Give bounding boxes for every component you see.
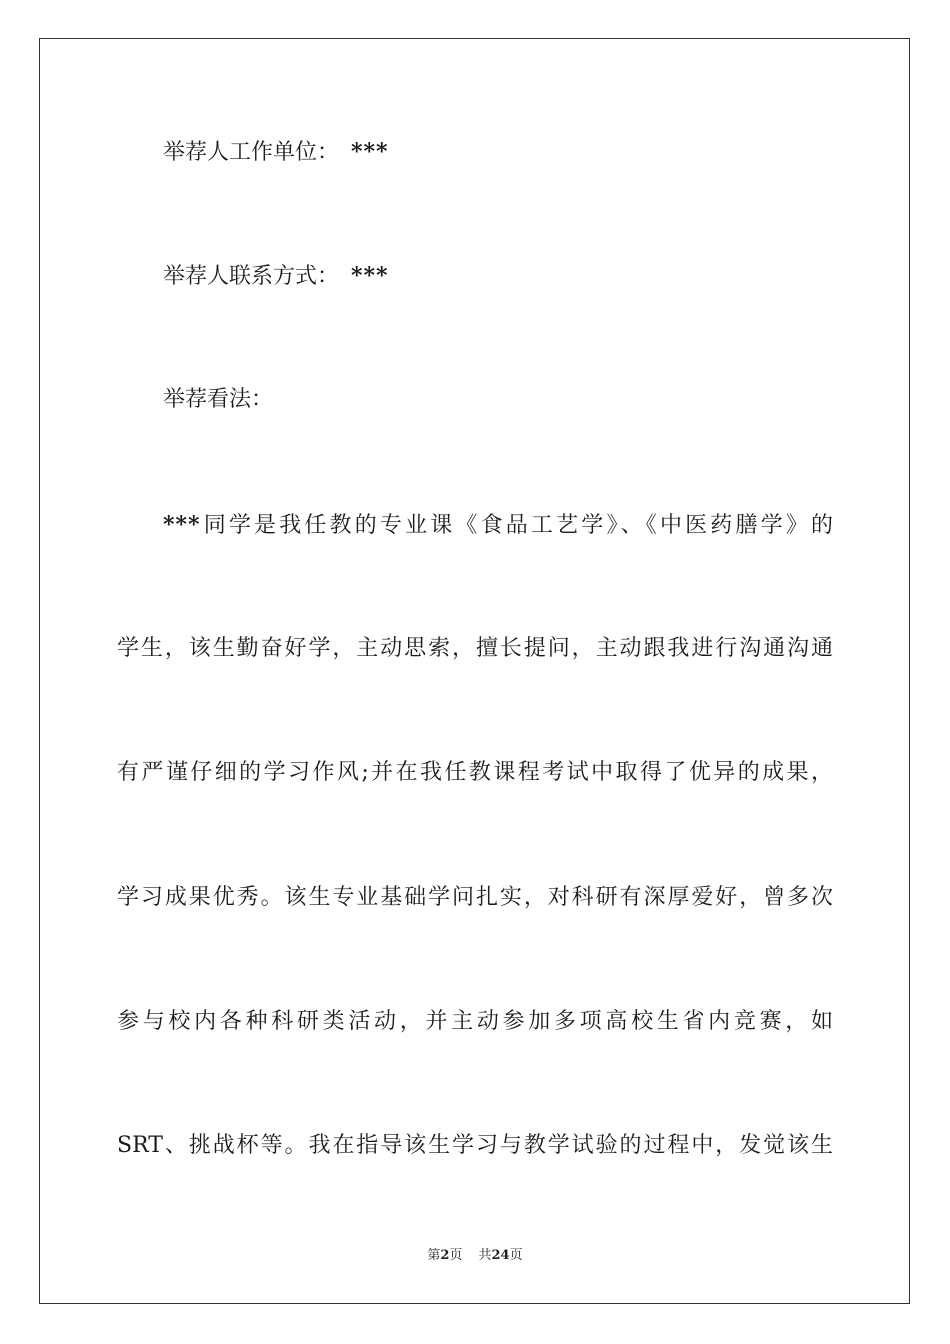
total-pages: 24 xyxy=(491,1248,510,1263)
page-prefix: 第 xyxy=(427,1248,441,1263)
paragraph-line-1-text: 同学是我任教的专业课《食品工艺学》、《中医药膳学》的 xyxy=(200,513,833,538)
page-number xyxy=(427,1248,462,1263)
total-prefix: 共 xyxy=(478,1248,492,1263)
paragraph-line: SRT、挑战杯等。我在指导该生学习与教学试验的过程中，发觉该生 xyxy=(117,1133,833,1158)
opinion-heading: 举荐看法： xyxy=(163,387,274,412)
page-frame xyxy=(39,38,910,1304)
page-suffix: 页 xyxy=(449,1248,463,1263)
paragraph-line: 学生，该生勤奋好学，主动思索，擅长提问，主动跟我进行沟通沟通 xyxy=(117,636,833,661)
contact-label: 举荐人联系方式： xyxy=(163,264,340,289)
total-suffix: 页 xyxy=(509,1248,523,1263)
student-name-mask: *** xyxy=(163,512,201,538)
work-unit-label: 举荐人工作单位： xyxy=(163,140,340,165)
paragraph-line: 学习成果优秀。该生专业基础学问扎实，对科研有深厚爱好，曾多次 xyxy=(117,885,833,910)
contact-field xyxy=(163,262,389,291)
paragraph-line-1 xyxy=(163,511,833,540)
paragraph-line: 有严谨仔细的学习作风;并在我任教课程考试中取得了优异的成果， xyxy=(117,760,833,785)
work-unit-value: *** xyxy=(351,139,389,165)
contact-value: *** xyxy=(351,263,389,289)
work-unit-field xyxy=(163,138,389,167)
page-footer xyxy=(0,1248,950,1264)
current-page: 2 xyxy=(440,1248,450,1263)
page-total xyxy=(478,1248,522,1263)
paragraph-line: 参与校内各种科研类活动，并主动参加多项高校生省内竞赛，如 xyxy=(117,1009,833,1034)
